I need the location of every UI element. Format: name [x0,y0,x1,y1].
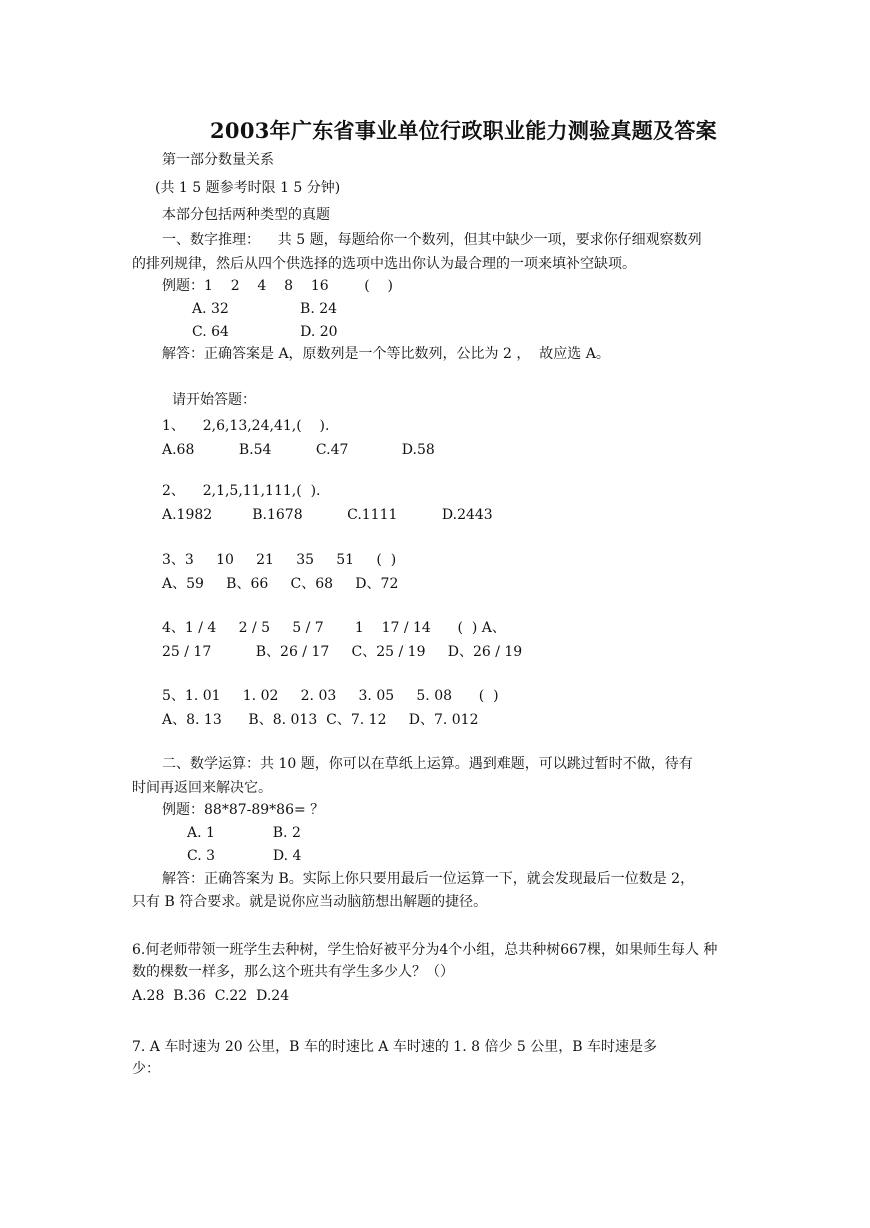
section2-answer-line2: 只有 B 符合要求。就是说你应当动脑筋想出解题的捷径。 [132,894,488,910]
part-heading: 第一部分数量关系 [162,152,274,168]
question-5-options: A、8. 13 B、8. 013 C、7. 12 D、7. 012 [162,712,479,728]
example-options-1: A. 32 B. 24 [192,301,338,317]
question-1-options: A.68 B.54 C.47 D.58 [162,442,435,458]
section1-desc-line1: 一、数字推理： 共 5 题，每题给你一个数列，但其中缺少一项，要求你仔细观察数列 [162,232,702,248]
question-4: 4、1 / 4 2 / 5 5 / 7 1 17 / 14 ( ) A、 [162,620,506,636]
question-6-options: A.28 B.36 C.22 D.24 [132,988,290,1004]
section1-desc-line2: 的排列规律，然后从四个供选择的选项中选出你认为最合理的一项来填补空缺项。 [132,256,636,272]
question-3-options: A、59 B、66 C、68 D、72 [162,576,399,592]
question-7-line1: 7. A 车时速为 20 公里，B 车的时速比 A 车时速的 1. 8 倍少 5 公里，B 车时速是多 [132,1039,657,1055]
page-title: 2003年广东省事业单位行政职业能力测验真题及答案 [210,118,717,143]
section2-desc-line2: 时间再返回来解决它。 [132,780,272,796]
question-6-line1: 6.何老师带领一班学生去种树，学生恰好被平分为4个小组，总共种树667棵，如果师生每人 种 [132,942,718,958]
start-prompt: 请开始答题： [172,392,256,408]
example-answer: 解答：正确答案是 A，原数列是一个等比数列，公比为 2 ， 故应选 A。 [162,346,610,362]
question-2: 2、 2,1,5,11,111,( ). [162,483,321,499]
question-2-options: A.1982 B.1678 C.1111 D.2443 [162,507,493,523]
question-5: 5、1. 01 1. 02 2. 03 3. 05 5. 08 ( ) [162,688,499,704]
intro-text: 本部分包括两种类型的真题 [162,207,330,223]
question-4-options: 25 / 17 B、26 / 17 C、25 / 19 D、26 / 19 [162,644,523,660]
question-6-line2: 数的棵数一样多，那么这个班共有学生多少人？（） [132,964,454,980]
section2-example-options-2: C. 3 D. 4 [187,848,302,864]
question-1: 1、 2,6,13,24,41,( ). [162,418,330,434]
example-question: 例题：1 2 4 8 16 ( ) [162,278,393,294]
section2-example-options-1: A. 1 B. 2 [187,825,301,841]
section2-example-question: 例题：88*87-89*86= ？ [162,802,325,818]
section2-desc-line1: 二、数学运算：共 10 题，你可以在草纸上运算。遇到难题，可以跳过暂时不做，待有 [162,756,693,772]
time-note: (共 1 5 题参考时限 1 5 分钟) [155,180,341,196]
example-options-2: C. 64 D. 20 [192,324,338,340]
question-3: 3、3 10 21 35 51 ( ) [162,552,397,568]
section2-answer-line1: 解答：正确答案为 B。实际上你只要用最后一位运算一下，就会发现最后一位数是 2， [162,871,695,887]
question-7-line2: 少： [132,1061,160,1077]
